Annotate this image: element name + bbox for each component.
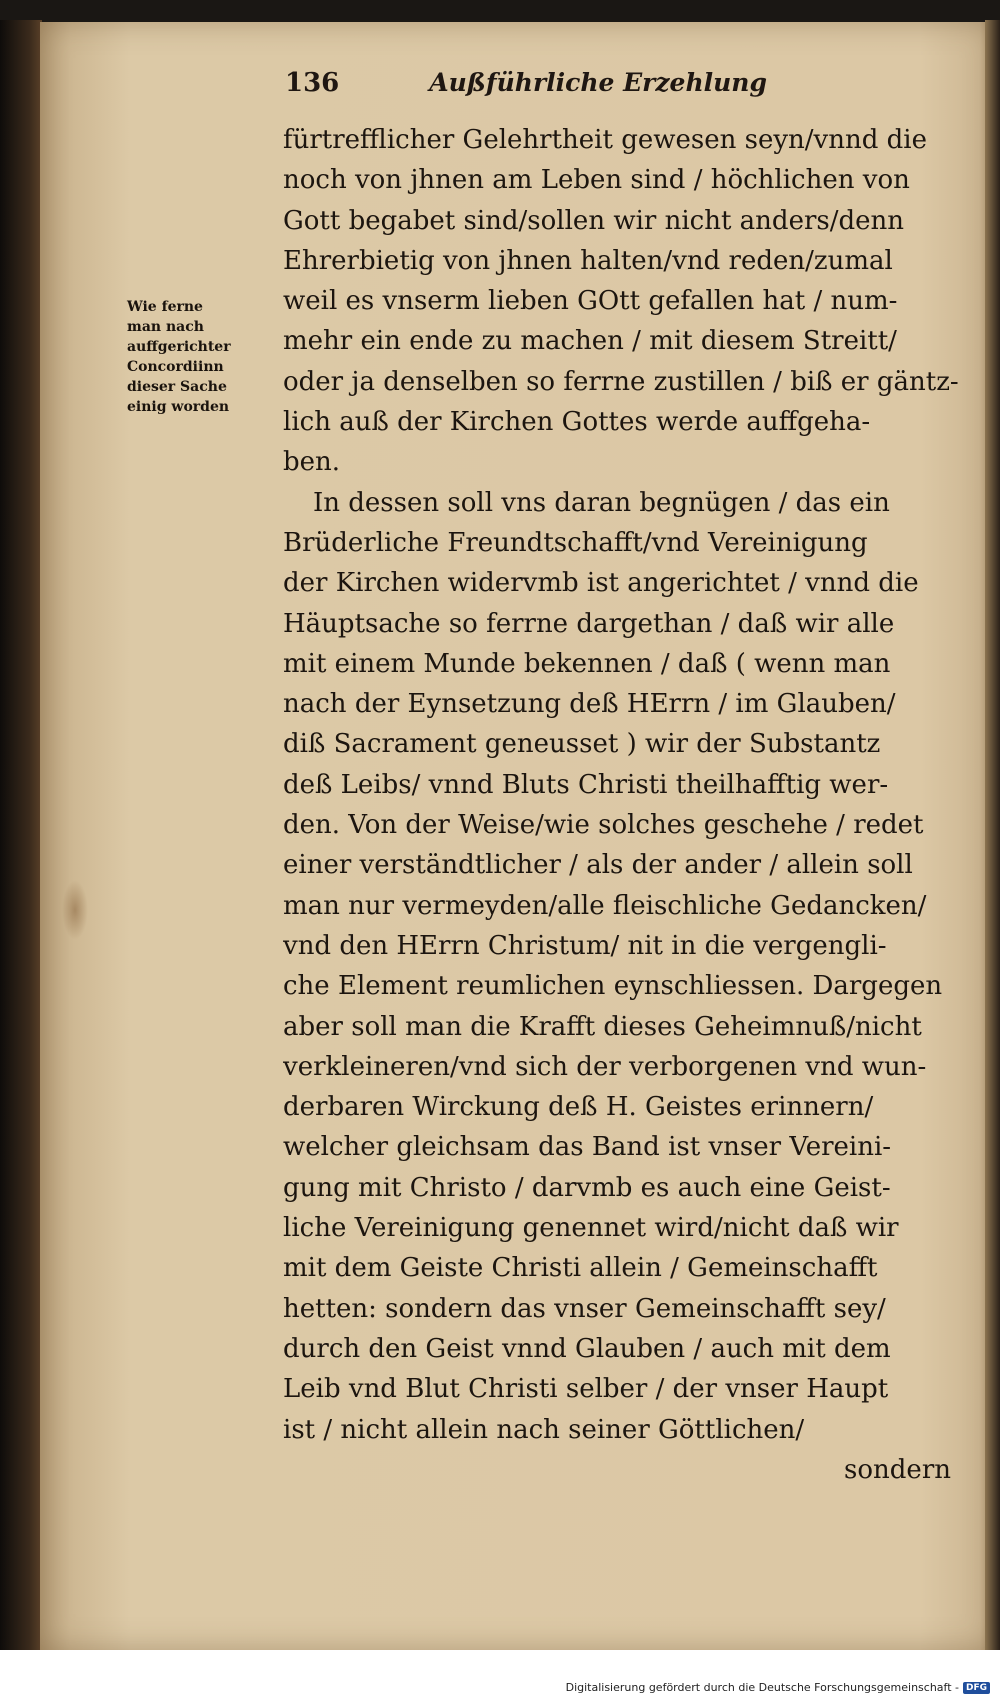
marginal-note [127, 297, 282, 417]
text-line: verkleineren/vnd sich der verborgenen vnd wun- [283, 1051, 927, 1082]
text-line: Leib vnd Blut Christi selber / der vnser Haupt [283, 1374, 889, 1405]
marginal-note-line: einig worden [127, 399, 230, 415]
text-line: ben. [283, 447, 341, 478]
text-line: diß Sacrament geneusset ) wir der Substantz [283, 729, 881, 760]
text-line: welcher gleichsam das Band ist vnser Vereini- [283, 1132, 892, 1163]
text-line: den. Von der Weise/wie solches geschehe / redet [283, 810, 924, 841]
text-line: derbaren Wirckung deß H. Geistes erinnern/ [283, 1092, 874, 1123]
marginal-note-line: Wie ferne [127, 299, 203, 315]
text-line: einer verständtlicher / als der ander / allein soll [283, 850, 913, 881]
text-line: hetten: sondern das vnser Gemeinschafft sey/ [283, 1293, 886, 1324]
page-right-edge [985, 20, 1000, 1660]
text-line: che Element reumlichen eynschliessen. Dargegen [283, 971, 943, 1002]
marginal-note-line: Concordiinn [127, 359, 224, 375]
text-line: vnd den HErrn Christum/ nit in die vergengli- [283, 930, 887, 961]
marginal-note-line: auffgerichter [127, 339, 231, 355]
marginal-note-line: man nach [127, 319, 204, 335]
text-line: fürtrefflicher Gelehrtheit gewesen seyn/vnnd die [283, 125, 927, 155]
body-text [283, 120, 963, 1490]
text-line: mit einem Munde bekennen / daß ( wenn man [283, 648, 891, 679]
text-line: Ehrerbietig von jhnen halten/vnd reden/zumal [283, 245, 893, 276]
text-line: lich auß der Kirchen Gottes werde auffgeha- [283, 407, 871, 438]
catchword: sondern [844, 1454, 951, 1485]
credit-text: Digitalisierung gefördert durch die Deutsche Forschungsgemeinschaft - [565, 1681, 959, 1694]
text-line: Gott begabet sind/sollen wir nicht anders/denn [283, 205, 905, 236]
book-binding-edge [0, 20, 42, 1655]
page-header [285, 68, 885, 108]
marginal-note-line: dieser Sache [127, 379, 227, 395]
text-line: der Kirchen widervmb ist angerichtet / vnnd die [283, 568, 919, 599]
text-line: mit dem Geiste Christi allein / Gemeinschafft [283, 1253, 878, 1284]
dfg-logo: DFG [963, 1682, 990, 1694]
text-line: Häuptsache so ferrne dargethan / daß wir alle [283, 608, 895, 639]
text-line: aber soll man die Krafft dieses Geheimnuß/nicht [283, 1011, 922, 1042]
text-line: liche Vereinigung genennet wird/nicht daß wir [283, 1213, 899, 1244]
page-number: 136 [285, 68, 340, 98]
footer-credit [566, 1681, 990, 1694]
paragraph-start-line: In dessen soll vns daran begnügen / das ein [313, 487, 890, 518]
text-line: deß Leibs/ vnnd Bluts Christi theilhafftig wer- [283, 769, 889, 800]
text-line: durch den Geist vnnd Glauben / auch mit dem [283, 1333, 891, 1364]
text-line: weil es vnserm lieben GOtt gefallen hat / num- [283, 286, 898, 317]
text-line: gung mit Christo / darvmb es auch eine Geist- [283, 1172, 891, 1203]
page-stain [62, 880, 88, 940]
text-line: noch von jhnen am Leben sind / höchlichen von [283, 165, 910, 196]
text-line: mehr ein ende zu machen / mit diesem Streitt/ [283, 326, 897, 357]
text-line: man nur vermeyden/alle fleischliche Gedancken/ [283, 890, 927, 921]
running-head: Außführliche Erzehlung [429, 68, 767, 97]
text-line: nach der Eynsetzung deß HErrn / im Glauben/ [283, 689, 896, 720]
text-line: oder ja denselben so ferrne zustillen / biß er gäntz- [283, 366, 959, 397]
text-line: Brüderliche Freundtschafft/vnd Vereinigung [283, 527, 868, 558]
text-line: ist / nicht allein nach seiner Göttlichen/ [283, 1414, 805, 1445]
